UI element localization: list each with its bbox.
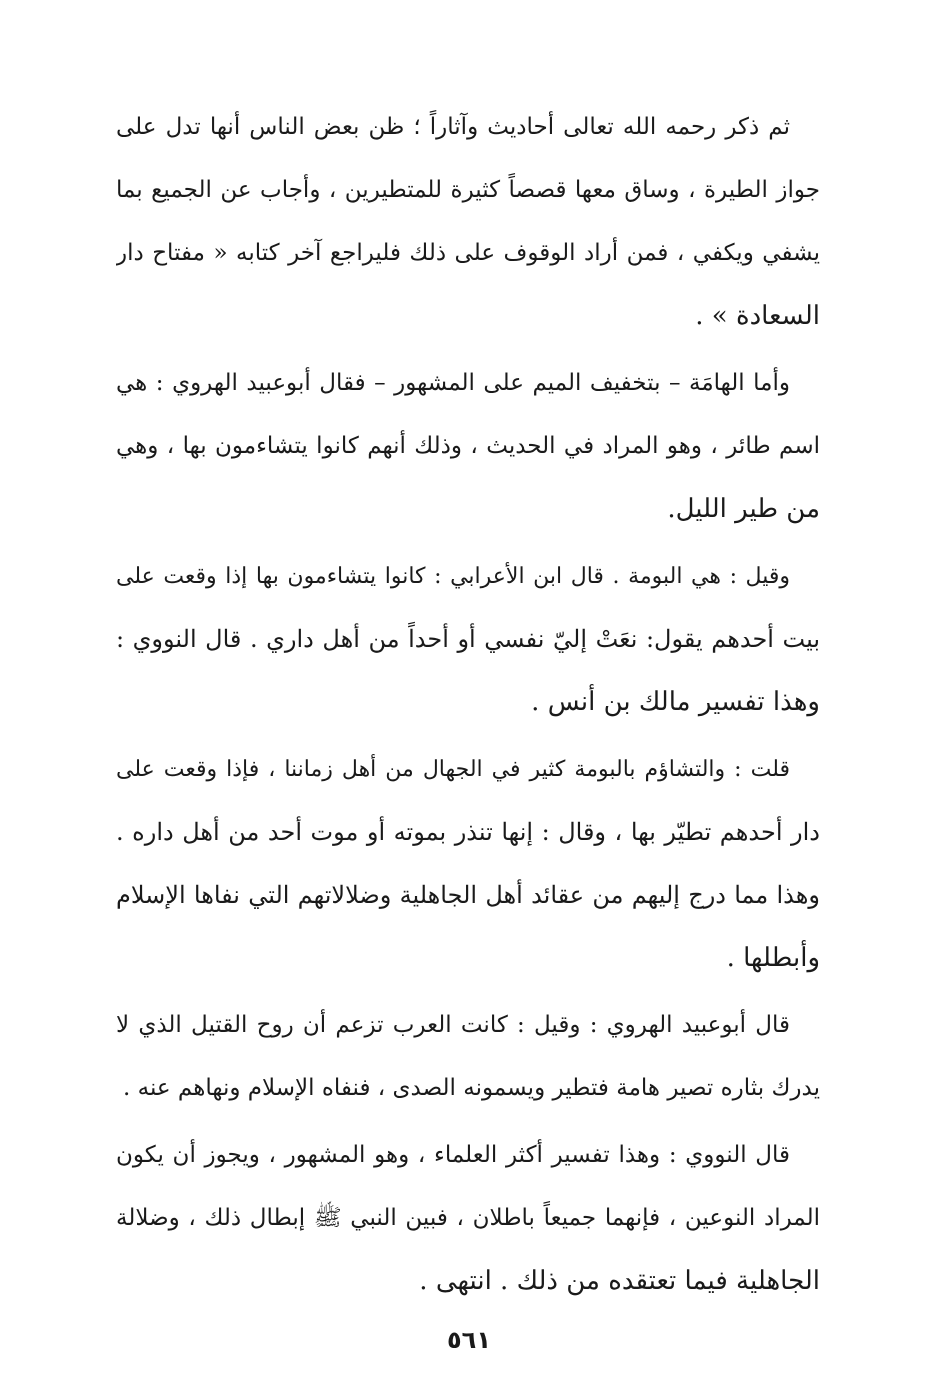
text-line: وهذا تفسير مالك بن أنس . [531,687,820,717]
paragraph-1 [116,96,820,348]
text-line: وأما الهامَة – بتخفيف الميم على المشهور – فقال أبوعبيد الهروي : هي [116,370,790,396]
paragraph-2 [116,352,820,541]
text-line: قال أبوعبيد الهروي : وقيل : كانت العرب تزعم أن روح القتيل الذي لا [116,1012,790,1038]
text-line: يشفي ويكفي ، فمن أراد الوقوف على ذلك فليراجع آخر كتابه « مفتاح دار [116,240,820,266]
text-line: قلت : والتشاؤم بالبومة كثير في الجهال من أهل زماننا ، فإذا وقعت على [116,757,790,782]
text-line: السعادة » . [695,301,820,331]
text-line: اسم طائر ، وهو المراد في الحديث ، وذلك أنهم كانوا يتشاءمون بها ، وهي [116,433,820,459]
paragraph-4 [116,738,820,990]
paragraph-5 [116,994,820,1120]
text-line: وأبطلها . [726,943,820,973]
text-line: بيت أحدهم يقول: نعَتْ إليّ نفسي أو أحداً من أهل داري . قال النووي : [116,625,820,653]
text-line: من طير الليل. [667,494,820,524]
text-line: دار أحدهم تطيّر بها ، وقال : إنها تنذر بموته أو موت أحد من أهل داره . [116,818,820,846]
paragraph-6 [116,1124,820,1313]
text-line: وقيل : هي البومة . قال ابن الأعرابي : كانوا يتشاءمون بها إذا وقعت على [116,564,790,589]
text-line: وهذا مما درج إليهم من عقائد أهل الجاهلية وضلالاتهم التي نفاها الإسلام [116,881,820,909]
paragraph-3 [116,545,820,734]
text-line: المراد النوعين ، فإنهما جميعاً باطلان ، فبين النبي ﷺ إبطال ذلك ، وضلالة [116,1205,820,1231]
text-line: الجاهلية فيما تعتقده من ذلك . انتهى . [419,1266,820,1296]
text-line: قال النووي : وهذا تفسير أكثر العلماء ، وهو المشهور ، ويجوز أن يكون [116,1142,790,1168]
text-line: يدرك بثاره تصير هامة فتطير ويسمونه الصدى ، فنفاه الإسلام ونهاهم عنه . [123,1075,820,1101]
page-number: ٥٦١ [447,1326,491,1354]
text-line: ثم ذكر رحمه الله تعالى أحاديث وآثاراً ؛ ظن بعض الناس أنها تدل على [116,114,790,140]
body-text [116,96,820,1313]
text-line: جواز الطيرة ، وساق معها قصصاً كثيرة للمتطيرين ، وأجاب عن الجميع بما [116,177,820,203]
